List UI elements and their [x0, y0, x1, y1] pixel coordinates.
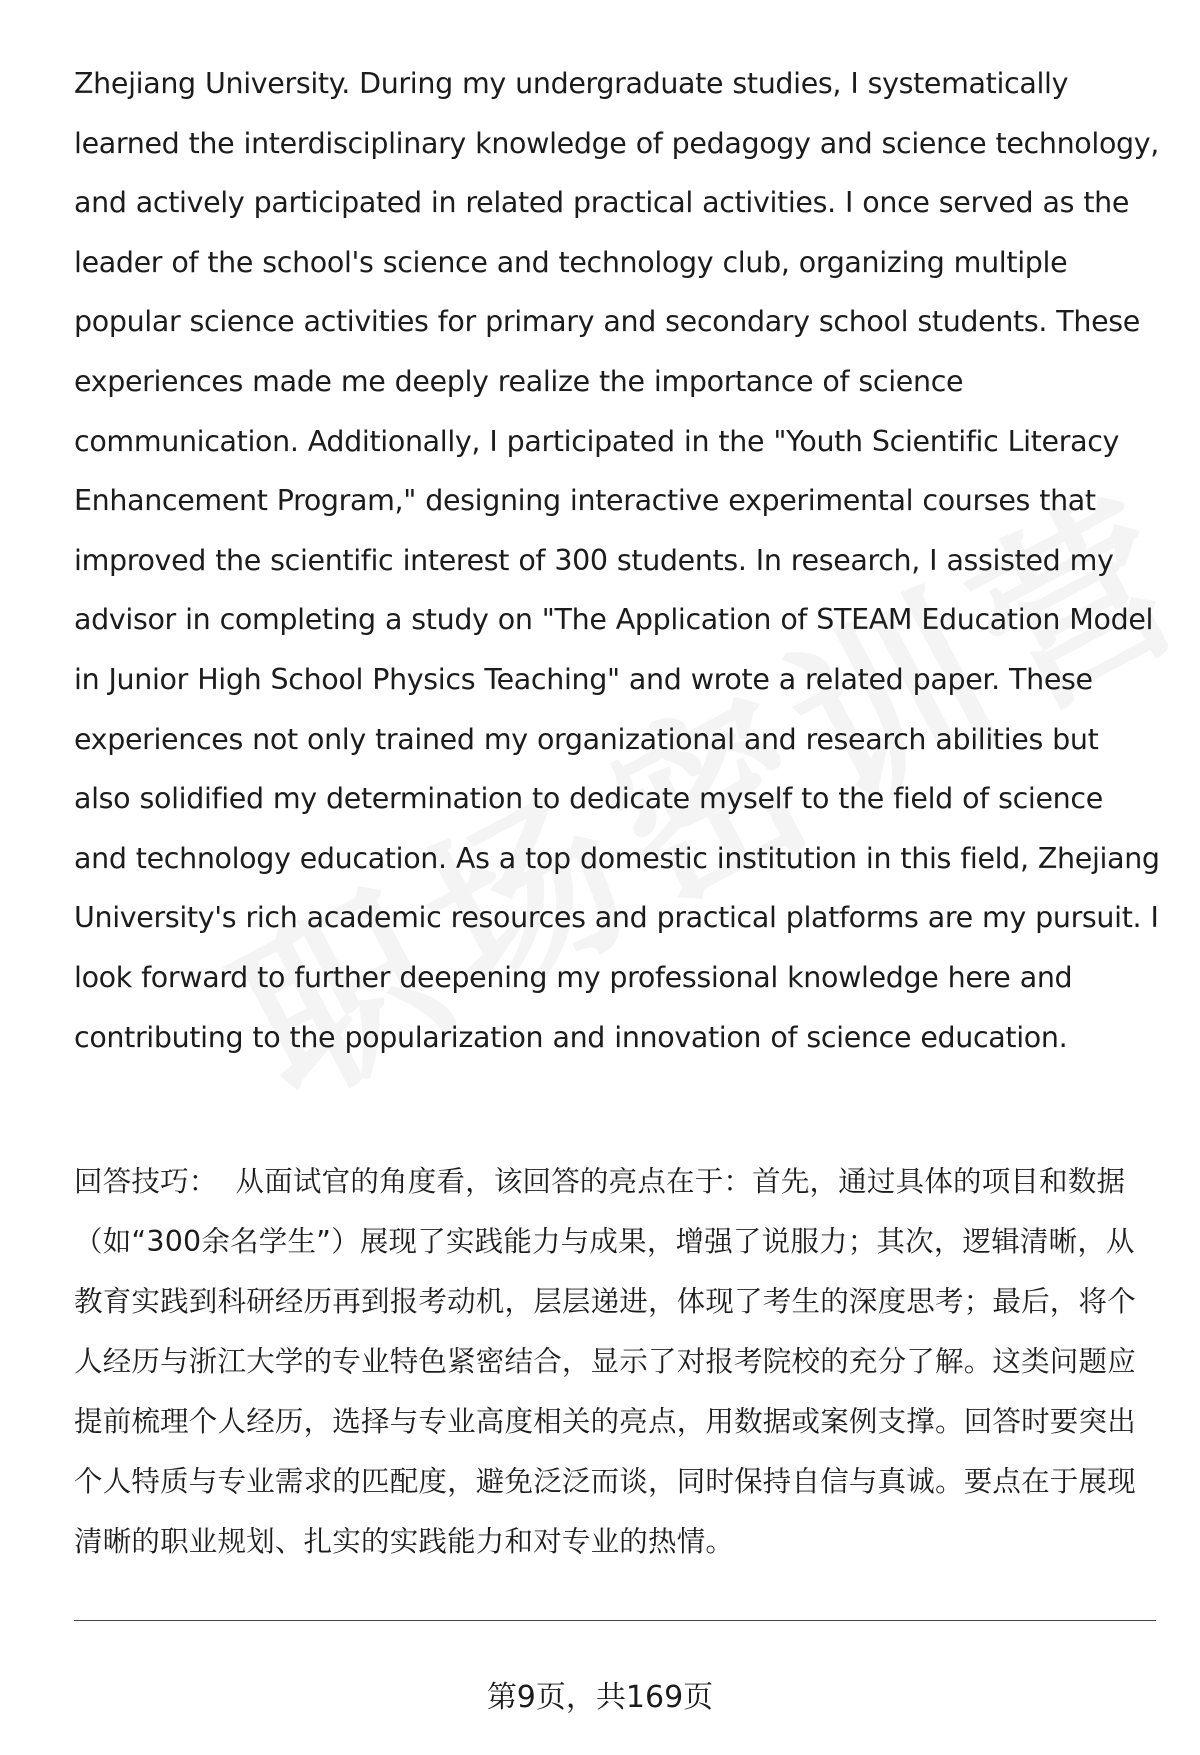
tips-text: 从面试官的角度看，该回答的亮点在于：首先，通过具体的项目和数据（如“300余名学生”）展现了实践能力与成果，增强了说服力；其次，逻辑清晰，从教育实践到科研经历再到报考动机，层层递进，体现了考生的深度思考；最后，将个人经历与浙江大学的专业特色紧密结合，显示了对报考院校的充分了解。这类问题应提前梳理个人经历，选择与专业高度相关的亮点，用数据或案例支撑。回答时要突出个人特质与专业需求的匹配度，避免泛泛而谈，同时保持自信与真诚。要点在于展现清晰的职业规划、扎实的实践能力和对专业的热情。 — [74, 1165, 1136, 1558]
tips-label: 回答技巧： — [74, 1165, 218, 1198]
page-number: 第9页，共169页 — [486, 1680, 714, 1715]
footer-divider — [74, 1620, 1156, 1621]
tips-paragraph — [74, 1152, 1160, 1572]
answer-paragraph: Zhejiang University. During my undergraduate studies, I systematically learned the interdisciplinary knowledge of pedagogy and science technology, and actively participated in related practical activities. I once served as the leader of the school's science and technology club, organizing multiple popular science activities for primary and secondary school students. These experiences made me deeply realize the importance of science communication. Additionally, I participated in the "Youth Scientific Literacy Enhancement Program," designing interactive experimental courses that improved the scientific interest of 300 students. In research, I assisted my advisor in completing a study on "The Application of STEAM Education Model in Junior High School Physics Teaching" and wrote a related paper. These experiences not only trained my organizational and research abilities but also solidified my determination to dedicate myself to the field of science and technology education. As a top domestic institution in this field, Zhejiang University's rich academic resources and practical platforms are my pursuit. I look forward to further deepening my professional knowledge here and contributing to the popularization and innovation of science education. — [74, 67, 1160, 1054]
